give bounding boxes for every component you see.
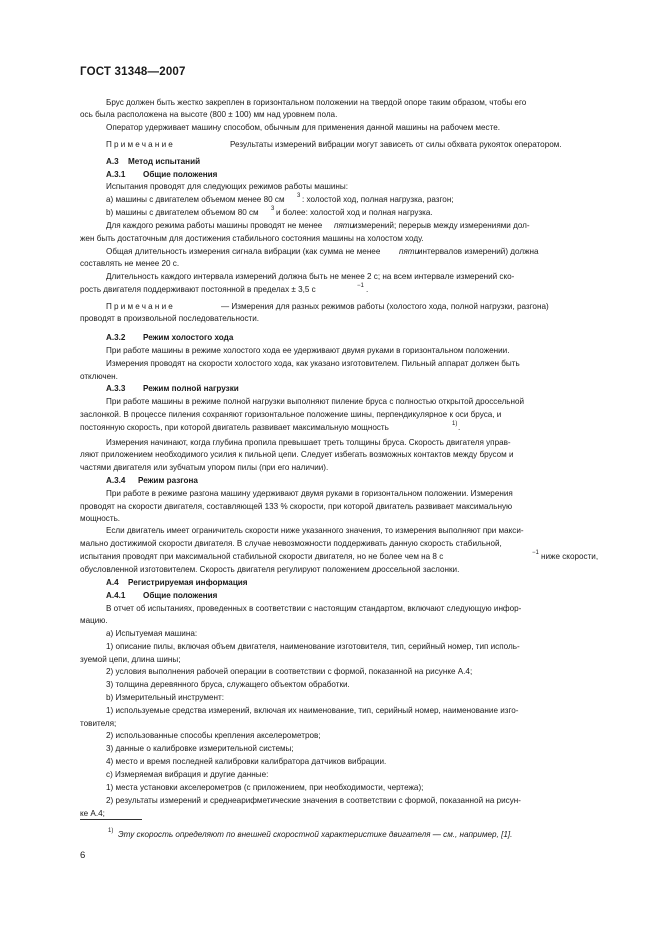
text-line: ке А.4; [80,809,105,818]
text-line: При работе машины в режиме полной нагрузки выполняют пиление бруса с полностью открытой дроссельной [106,397,525,406]
note-label: Примечание [106,302,176,311]
text-line: ось была расположена на высоте (800 ± 100) мм над уровнем пола. [80,110,338,119]
text-line: : холостой ход, полная нагрузка, разгон; [302,195,454,204]
text-line: Регистрируемая информация [128,578,248,587]
text-line: 2) условия выполнения рабочей операции в соответствии с формой, показанной на рисунке А.4; [106,667,473,676]
text-line: мацию. [80,616,108,625]
text-line: Оператор удерживает машину способом, обычным для применения данной машины на рабочем месте. [106,123,500,132]
text-line: Общие положения [143,591,218,600]
text-line: Испытания проводят для следующих режимов работы машины: [106,182,349,191]
text-line: заслонкой. В процессе пиления сохраняют горизонтальное положение шины, перпендикулярное к оси бруса, и [80,410,502,419]
text-line: . [366,285,369,294]
section-number: А.3.4 [106,476,126,485]
text-line: измерений; перерыв между измерениями дол- [353,221,530,230]
text-line: постоянную скорость, при которой двигатель развивает максимальную мощность [80,423,389,432]
section-number: А.4 [106,578,119,587]
text-line: Общая длительность измерения сигнала вибрации (как сумма не менее [106,247,381,256]
section-number: А.3.1 [106,170,126,179]
text-line: Общие положения [143,170,218,179]
text-line: b) машины с двигателем объемом 80 см [106,208,259,217]
text-line: жен быть достаточным для достижения стабильного состояния машины на холостом ходу. [80,234,424,243]
note-label: Примечание [106,140,176,149]
text-line: 4) место и время последней калибровки калибратора датчиков вибрации. [106,757,387,766]
superscript: 3 [297,193,301,199]
text-line: 2) результаты измерений и среднеарифметические значения в соответствии с формой, показанной на рисун- [106,796,521,805]
text-line: Длительность каждого интервала измерений должна быть не менее 2 с; на всем интервале измерений ско- [106,272,515,281]
section-number: А.4.1 [106,591,126,600]
section-number: А.3.3 [106,384,126,393]
text-line: проводят в произвольной последовательности. [80,314,260,323]
section-number: А.3.2 [106,333,126,342]
text-line: . [458,423,461,432]
text-line: рость двигателя поддерживают постоянной в пределах ± 3,5 с [80,285,316,294]
text-line: Брус должен быть жестко закреплен в горизонтальном положении на твердой опоре таким образом, чтобы его [106,98,527,107]
text-line: товителя; [80,719,117,728]
text-line: 1) используемые средства измерений, включая их наименование, тип, серийный номер, наименование изго- [106,706,519,715]
text-line: При работе машины в режиме холостого хода ее удерживают двумя руками в горизонтальном положении. [106,346,510,355]
page-number: 6 [80,850,86,861]
text-line: 3) данные о калибровке измерительной системы; [106,744,294,753]
superscript: 1) [452,421,458,427]
superscript: 3 [271,206,275,212]
superscript: 1) [108,828,114,834]
section-number: А.3 [106,157,119,166]
text-line: Для каждого режима работы машины проводят не менее [106,221,323,230]
text-line: мально достижимой скорости двигателя. В случае невозможности поддерживать данную скорость стабильной, [80,539,502,548]
text-line: 1) описание пилы, включая объем двигателя, наименование изготовителя, тип, серийный номер, тип исполь- [106,642,520,651]
text-line: 2) использованные способы крепления акселерометров; [106,731,321,740]
text-line: мощность. [80,514,121,523]
text-line: Режим холостого хода [143,333,234,342]
document-header: ГОСТ 31348—2007 [80,66,186,78]
text-line: b) Измерительный инструмент: [106,693,224,702]
text-line: обусловленной изготовителем. Скорость двигателя регулируют положением дроссельной заслонки. [80,565,460,574]
text-line: отключен. [80,372,118,381]
text-line: 3) толщина деревянного бруса, служащего объектом обработки. [106,680,350,689]
text-line: — Измерения для разных режимов работы (холостого хода, полной нагрузки, разгона) [221,302,549,311]
superscript: −1 [357,283,364,289]
text-line: 1) места установки акселерометров (с приложением, при необходимости, чертежа); [106,783,424,792]
text-line: Метод испытаний [128,157,201,166]
text-line: Измерения начинают, когда глубина пропила превышает треть толщины бруса. Скорость двигателя управ- [106,438,511,447]
text-line: интервалов измерений) должна [418,247,539,256]
text-line: испытания проводят при максимальной стабильной скорости двигателя, но не более чем на 8 с [80,552,444,561]
text-line: Режим разгона [138,476,198,485]
text-line: Если двигатель имеет ограничитель скорости ниже указанного значения, то измерения выполняют при макси- [106,526,524,535]
text-line: ниже скорости, [541,552,599,561]
text-line: проводят на скорости двигателя, составляющей 133 % скорости, при которой двигатель развивает максимальную [80,502,513,511]
text-line: а) Испытуемая машина: [106,629,198,638]
text-line: а) машины с двигателем объемом менее 80 см [106,195,285,204]
text-line: пяти [399,247,420,256]
text-line: и более: холостой ход и полная нагрузка. [276,208,433,217]
superscript: −1 [532,550,539,556]
text-line: В отчет об испытаниях, проведенных в соответствии с настоящим стандартом, включают следующую инфор- [106,604,522,613]
text-line: зуемой цепи, длина шины; [80,655,181,664]
text-line: При работе в режиме разгона машину удерживают двумя руками в горизонтальном положении. Измерения [106,489,513,498]
footnote-rule [80,819,142,820]
text-line: Эту скорость определяют по внешней скоростной характеристике двигателя — см., например, [1]. [118,830,513,839]
text-line: Режим полной нагрузки [143,384,239,393]
text-line: Результаты измерений вибрации могут зависеть от силы обхвата рукояток оператором. [230,140,562,149]
text-line: ляют приложением необходимого усилия к пильной цепи. Следует избегать возможных контактов между брусом и [80,450,514,459]
text-line: c) Измеряемая вибрация и другие данные: [106,770,269,779]
text-line: частями двигателя или зубчатым упором пилы (при его наличии). [80,463,329,472]
text-line: пяти [334,221,355,230]
text-line: составлять не менее 20 с. [80,259,180,268]
text-line: Измерения проводят на скорости холостого хода, как указано изготовителем. Пильный аппарат должен быть [106,359,520,368]
